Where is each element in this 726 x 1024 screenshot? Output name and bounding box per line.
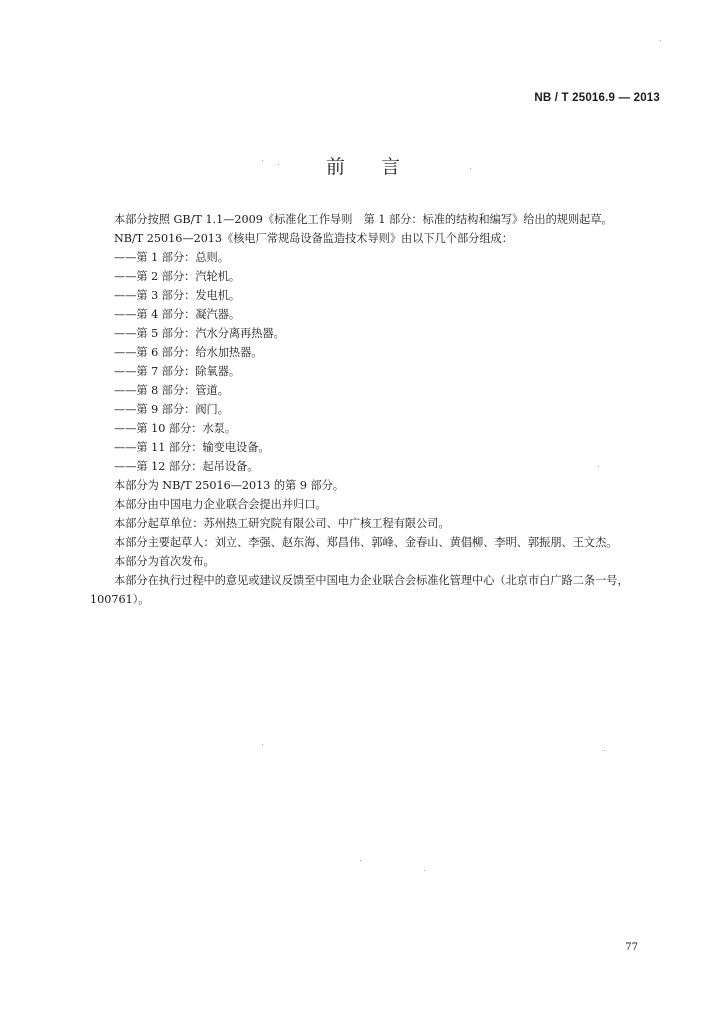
- intro-line-drafting-rules: 本部分按照 GB/T 1.1—2009《标准化工作导则 第 1 部分：标准的结构和编写》给出的规则起草。: [114, 213, 613, 226]
- scan-speck: [470, 168, 471, 169]
- scan-speck: [660, 40, 661, 41]
- part-list-item: ——第 6 部分：给水加热器。: [114, 346, 263, 359]
- statement-drafters: 本部分主要起草人：刘立、李强、赵东海、郑昌伟、郭峰、金春山、黄倡柳、李明、郭振朋、王文杰。: [114, 536, 618, 549]
- scan-speck: [262, 744, 263, 745]
- scan-speck: [604, 750, 605, 751]
- statement-first-release: 本部分为首次发布。: [114, 555, 215, 568]
- part-list-item: ——第 10 部分：水泵。: [114, 422, 237, 435]
- scan-speck: [424, 870, 425, 871]
- part-list-item: ——第 12 部分：起吊设备。: [114, 460, 259, 473]
- part-list-item: ——第 11 部分：输变电设备。: [114, 441, 270, 454]
- part-list-item: ——第 5 部分：汽水分离再热器。: [114, 327, 285, 340]
- intro-line-composition: NB/T 25016—2013《核电厂常规岛设备监造技术导则》由以下几个部分组成：: [114, 232, 513, 245]
- part-list-item: ——第 8 部分：管道。: [114, 384, 229, 397]
- statement-drafting-units: 本部分起草单位：苏州热工研究院有限公司、中广核工程有限公司。: [114, 517, 450, 530]
- standard-code-header: NB / T 25016.9 — 2013: [534, 92, 660, 104]
- page-number: 77: [625, 942, 638, 953]
- scan-speck: [360, 860, 361, 861]
- part-list-item: ——第 1 部分：总则。: [114, 251, 229, 264]
- statement-this-part: 本部分为 NB/T 25016—2013 的第 9 部分。: [114, 479, 345, 492]
- parts-list: [90, 248, 668, 476]
- foreword-body: [90, 210, 668, 609]
- part-list-item: ——第 4 部分：凝汽器。: [114, 308, 241, 321]
- part-list-item: ——第 7 部分：除氧器。: [114, 365, 241, 378]
- statement-feedback: 本部分在执行过程中的意见或建议反馈至中国电力企业联合会标准化管理中心（北京市白广路二条一号，100761）。: [90, 574, 629, 606]
- part-list-item: ——第 3 部分：发电机。: [114, 289, 241, 302]
- section-title-foreword: 前言: [325, 156, 436, 178]
- statement-proposed-by: 本部分由中国电力企业联合会提出并归口。: [114, 498, 327, 511]
- part-list-item: ——第 2 部分：汽轮机。: [114, 270, 241, 283]
- scan-speck: [262, 160, 263, 161]
- part-list-item: ——第 9 部分：阀门。: [114, 403, 229, 416]
- scan-speck: [598, 466, 599, 467]
- scan-speck: [278, 164, 279, 165]
